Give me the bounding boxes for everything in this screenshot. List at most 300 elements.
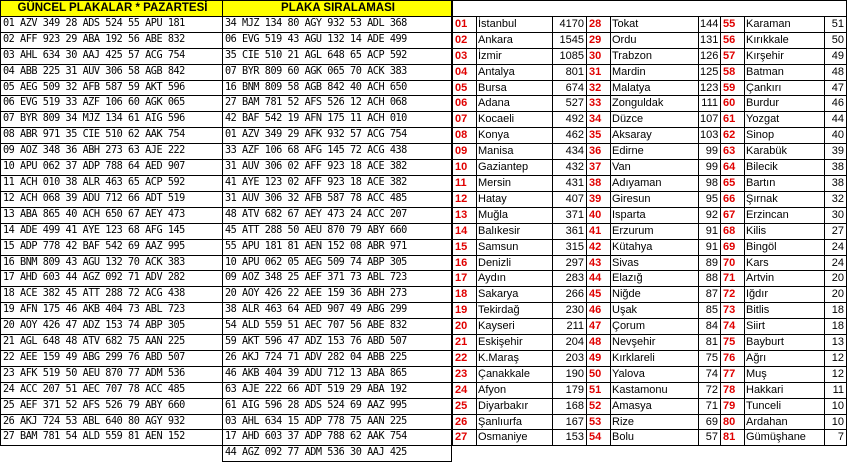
province-code[interactable]: 02: [453, 32, 477, 48]
province-count[interactable]: 361: [553, 223, 587, 239]
province-code[interactable]: 49: [587, 350, 611, 366]
province-code[interactable]: 57: [721, 48, 745, 64]
province-name[interactable]: Balıkesir: [477, 223, 553, 239]
province-code[interactable]: 54: [587, 430, 611, 446]
province-name[interactable]: Burdur: [745, 96, 825, 112]
plate-ranking-cell[interactable]: 09 AOZ 348 25 AEF 371 73 ABL 723: [223, 271, 452, 287]
province-name[interactable]: Siirt: [745, 319, 825, 335]
province-code[interactable]: 27: [453, 430, 477, 446]
province-count[interactable]: 123: [699, 80, 721, 96]
province-name[interactable]: Osmaniye: [477, 430, 553, 446]
province-code[interactable]: 28: [587, 16, 611, 32]
province-count[interactable]: 297: [553, 255, 587, 271]
province-count[interactable]: 111: [699, 96, 721, 112]
province-count[interactable]: 18: [825, 303, 847, 319]
province-name[interactable]: Muş: [745, 366, 825, 382]
province-code[interactable]: 53: [587, 414, 611, 430]
province-count[interactable]: 84: [699, 319, 721, 335]
province-name[interactable]: Ordu: [611, 32, 699, 48]
province-count[interactable]: 85: [699, 303, 721, 319]
province-name[interactable]: Gümüşhane: [745, 430, 825, 446]
province-code[interactable]: 39: [587, 191, 611, 207]
province-code[interactable]: 76: [721, 350, 745, 366]
province-code[interactable]: 75: [721, 335, 745, 351]
province-code[interactable]: 24: [453, 382, 477, 398]
province-count[interactable]: 20: [825, 271, 847, 287]
current-plates-cell[interactable]: 25 AEF 371 52 AFS 526 79 ABY 660: [1, 398, 223, 414]
province-count[interactable]: 7: [825, 430, 847, 446]
province-count[interactable]: 72: [699, 382, 721, 398]
province-count[interactable]: 38: [825, 160, 847, 176]
province-name[interactable]: Kırşehir: [745, 48, 825, 64]
province-code[interactable]: 51: [587, 382, 611, 398]
province-name[interactable]: Amasya: [611, 398, 699, 414]
province-name[interactable]: Sivas: [611, 255, 699, 271]
province-code[interactable]: 70: [721, 255, 745, 271]
province-count[interactable]: 69: [699, 414, 721, 430]
province-name[interactable]: Kırıkkale: [745, 32, 825, 48]
province-code[interactable]: 48: [587, 335, 611, 351]
province-name[interactable]: Hakkari: [745, 382, 825, 398]
province-name[interactable]: Iğdır: [745, 287, 825, 303]
province-code[interactable]: 68: [721, 223, 745, 239]
province-count[interactable]: 49: [825, 48, 847, 64]
province-name[interactable]: Samsun: [477, 239, 553, 255]
province-count[interactable]: 674: [553, 80, 587, 96]
province-code[interactable]: 14: [453, 223, 477, 239]
plate-ranking-cell[interactable]: 10 APU 062 05 AEG 509 74 ABP 305: [223, 255, 452, 271]
province-code[interactable]: 34: [587, 112, 611, 128]
plate-ranking-cell[interactable]: 01 AZV 349 29 AFK 932 57 ACG 754: [223, 128, 452, 144]
province-count[interactable]: 39: [825, 144, 847, 160]
current-plates-cell[interactable]: 20 AOY 426 47 ADZ 153 74 ABP 305: [1, 319, 223, 335]
province-name[interactable]: Muğla: [477, 207, 553, 223]
current-plates-cell[interactable]: 11 ACH 010 38 ALR 463 65 ACP 592: [1, 175, 223, 191]
province-count[interactable]: 20: [825, 287, 847, 303]
province-name[interactable]: Rize: [611, 414, 699, 430]
province-count[interactable]: 801: [553, 64, 587, 80]
province-name[interactable]: Batman: [745, 64, 825, 80]
province-name[interactable]: Mardin: [611, 64, 699, 80]
province-count[interactable]: 126: [699, 48, 721, 64]
province-code[interactable]: 08: [453, 128, 477, 144]
current-plates-cell[interactable]: 09 AOZ 348 36 ABH 273 63 AJE 222: [1, 144, 223, 160]
province-name[interactable]: Bilecik: [745, 160, 825, 176]
province-name[interactable]: Kilis: [745, 223, 825, 239]
province-name[interactable]: Aksaray: [611, 128, 699, 144]
province-count[interactable]: 168: [553, 398, 587, 414]
province-code[interactable]: 74: [721, 319, 745, 335]
province-code[interactable]: 06: [453, 96, 477, 112]
province-count[interactable]: 230: [553, 303, 587, 319]
province-count[interactable]: 24: [825, 255, 847, 271]
province-count[interactable]: 48: [825, 64, 847, 80]
province-code[interactable]: 13: [453, 207, 477, 223]
province-name[interactable]: K.Maraş: [477, 350, 553, 366]
province-count[interactable]: 18: [825, 319, 847, 335]
province-count[interactable]: 47: [825, 80, 847, 96]
current-plates-cell[interactable]: 27 BAM 781 54 ALD 559 81 AEN 152: [1, 430, 223, 446]
province-name[interactable]: Bayburt: [745, 335, 825, 351]
province-code[interactable]: 45: [587, 287, 611, 303]
province-name[interactable]: Bursa: [477, 80, 553, 96]
province-name[interactable]: Kayseri: [477, 319, 553, 335]
province-count[interactable]: 266: [553, 287, 587, 303]
province-code[interactable]: 42: [587, 239, 611, 255]
province-name[interactable]: Van: [611, 160, 699, 176]
current-plates-cell[interactable]: 13 ABA 865 40 ACH 650 67 AEY 473: [1, 207, 223, 223]
province-count[interactable]: 27: [825, 223, 847, 239]
plate-ranking-cell[interactable]: 48 ATV 682 67 AEY 473 24 ACC 207: [223, 207, 452, 223]
province-code[interactable]: 05: [453, 80, 477, 96]
plate-ranking-cell[interactable]: 06 EVG 519 43 AGU 132 14 ADE 499: [223, 32, 452, 48]
province-name[interactable]: Karabük: [745, 144, 825, 160]
province-code[interactable]: 79: [721, 398, 745, 414]
current-plates-cell[interactable]: 07 BYR 809 34 MJZ 134 61 AIG 596: [1, 112, 223, 128]
province-code[interactable]: 67: [721, 207, 745, 223]
province-ranking-row: [453, 223, 847, 239]
province-name[interactable]: Uşak: [611, 303, 699, 319]
province-name[interactable]: Konya: [477, 128, 553, 144]
province-name[interactable]: Ardahan: [745, 414, 825, 430]
current-plates-cell[interactable]: 21 AGL 648 48 ATV 682 75 AAN 225: [1, 335, 223, 351]
plate-ranking-cell[interactable]: 35 CIE 510 21 AGL 648 65 ACP 592: [223, 48, 452, 64]
province-code[interactable]: 04: [453, 64, 477, 80]
province-count[interactable]: 46: [825, 96, 847, 112]
province-code[interactable]: 69: [721, 239, 745, 255]
province-count[interactable]: 74: [699, 366, 721, 382]
province-name[interactable]: Trabzon: [611, 48, 699, 64]
plate-ranking-cell[interactable]: 20 AOY 426 22 AEE 159 36 ABH 273: [223, 287, 452, 303]
province-name[interactable]: Aydın: [477, 271, 553, 287]
province-count[interactable]: 32: [825, 191, 847, 207]
plate-ranking-cell[interactable]: 45 ATT 288 50 AEU 870 79 ABY 660: [223, 223, 452, 239]
current-plates-cell[interactable]: 03 AHL 634 30 AAJ 425 57 ACG 754: [1, 48, 223, 64]
province-name[interactable]: Çorum: [611, 319, 699, 335]
current-plates-cell[interactable]: 22 AEE 159 49 ABG 299 76 ABD 507: [1, 350, 223, 366]
province-count[interactable]: 87: [699, 287, 721, 303]
province-code[interactable]: 60: [721, 96, 745, 112]
province-count[interactable]: 527: [553, 96, 587, 112]
province-name[interactable]: Yozgat: [745, 112, 825, 128]
province-name[interactable]: Zonguldak: [611, 96, 699, 112]
province-code[interactable]: 01: [453, 16, 477, 32]
current-plates-cell[interactable]: 06 EVG 519 33 AZF 106 60 AGK 065: [1, 96, 223, 112]
province-code[interactable]: 18: [453, 287, 477, 303]
province-name[interactable]: Sakarya: [477, 287, 553, 303]
province-name[interactable]: Bolu: [611, 430, 699, 446]
province-count[interactable]: 144: [699, 16, 721, 32]
province-name[interactable]: Eskişehir: [477, 335, 553, 351]
province-name[interactable]: Bitlis: [745, 303, 825, 319]
province-code[interactable]: 52: [587, 398, 611, 414]
province-count[interactable]: 91: [699, 223, 721, 239]
plate-ranking-cell[interactable]: 26 AKJ 724 71 ADV 282 04 ABB 225: [223, 350, 452, 366]
province-code[interactable]: 73: [721, 303, 745, 319]
province-count[interactable]: 1545: [553, 32, 587, 48]
plate-ranking-cell[interactable]: 27 BAM 781 52 AFS 526 12 ACH 068: [223, 96, 452, 112]
current-plates-cell[interactable]: 14 ADE 499 41 AYE 123 68 AFG 145: [1, 223, 223, 239]
province-count[interactable]: 153: [553, 430, 587, 446]
plate-ranking-cell[interactable]: 16 BNM 809 58 AGB 842 40 ACH 650: [223, 80, 452, 96]
current-plates-cell[interactable]: 02 AFF 923 29 ABA 192 56 ABE 832: [1, 32, 223, 48]
province-code[interactable]: 61: [721, 112, 745, 128]
province-count[interactable]: 204: [553, 335, 587, 351]
plate-ranking-cell[interactable]: 17 AHD 603 37 ADP 788 62 AAK 754: [223, 430, 452, 446]
province-name[interactable]: Bartın: [745, 175, 825, 191]
province-count[interactable]: 203: [553, 350, 587, 366]
plate-ranking-cell[interactable]: 61 AIG 596 28 ADS 524 69 AAZ 995: [223, 398, 452, 414]
current-plates-cell[interactable]: 19 AFN 175 46 AKB 404 73 ABL 723: [1, 303, 223, 319]
province-code[interactable]: 63: [721, 144, 745, 160]
province-code[interactable]: 38: [587, 175, 611, 191]
province-name[interactable]: Edirne: [611, 144, 699, 160]
province-code[interactable]: 17: [453, 271, 477, 287]
province-code[interactable]: 35: [587, 128, 611, 144]
province-name[interactable]: Nevşehir: [611, 335, 699, 351]
province-name[interactable]: Elazığ: [611, 271, 699, 287]
province-name[interactable]: Manisa: [477, 144, 553, 160]
province-code[interactable]: 46: [587, 303, 611, 319]
plate-ranking-cell[interactable]: 63 AJE 222 66 ADT 519 29 ABA 192: [223, 382, 452, 398]
province-code[interactable]: 32: [587, 80, 611, 96]
plate-ranking-cell[interactable]: 46 AKB 404 39 ADU 712 13 ABA 865: [223, 366, 452, 382]
current-plates-cell[interactable]: 16 BNM 809 43 AGU 132 70 ACK 383: [1, 255, 223, 271]
province-code[interactable]: 41: [587, 223, 611, 239]
province-count[interactable]: 190: [553, 366, 587, 382]
province-count[interactable]: 99: [699, 144, 721, 160]
plate-ranking-cell[interactable]: 03 AHL 634 15 ADP 778 75 AAN 225: [223, 414, 452, 430]
province-code[interactable]: 81: [721, 430, 745, 446]
province-name[interactable]: Hatay: [477, 191, 553, 207]
province-name[interactable]: Bingöl: [745, 239, 825, 255]
province-name[interactable]: Şanlıurfa: [477, 414, 553, 430]
province-name[interactable]: Sinop: [745, 128, 825, 144]
province-count[interactable]: 51: [825, 16, 847, 32]
province-code[interactable]: 77: [721, 366, 745, 382]
province-code[interactable]: 22: [453, 350, 477, 366]
province-count[interactable]: 24: [825, 239, 847, 255]
province-count[interactable]: 30: [825, 207, 847, 223]
province-count[interactable]: 38: [825, 175, 847, 191]
current-plates-row: [1, 160, 223, 176]
province-code[interactable]: 37: [587, 160, 611, 176]
province-count[interactable]: 12: [825, 366, 847, 382]
province-count[interactable]: 492: [553, 112, 587, 128]
province-name[interactable]: Kırklareli: [611, 350, 699, 366]
province-code[interactable]: 80: [721, 414, 745, 430]
plate-ranking-cell[interactable]: 42 BAF 542 19 AFN 175 11 ACH 010: [223, 112, 452, 128]
province-code[interactable]: 50: [587, 366, 611, 382]
province-name[interactable]: Ağrı: [745, 350, 825, 366]
province-count[interactable]: 44: [825, 112, 847, 128]
current-plates-cell[interactable]: 04 ABB 225 31 AUV 306 58 AGB 842: [1, 64, 223, 80]
province-count[interactable]: 1085: [553, 48, 587, 64]
province-count[interactable]: 407: [553, 191, 587, 207]
province-count[interactable]: 13: [825, 335, 847, 351]
current-plates-cell[interactable]: 10 APU 062 37 ADP 788 64 AED 907: [1, 160, 223, 176]
province-code[interactable]: 15: [453, 239, 477, 255]
province-code[interactable]: 59: [721, 80, 745, 96]
province-name[interactable]: Çankırı: [745, 80, 825, 96]
province-name[interactable]: Mersin: [477, 175, 553, 191]
province-name[interactable]: Gaziantep: [477, 160, 553, 176]
province-code[interactable]: 07: [453, 112, 477, 128]
province-count[interactable]: 211: [553, 319, 587, 335]
province-code[interactable]: 71: [721, 271, 745, 287]
province-name[interactable]: Giresun: [611, 191, 699, 207]
province-name[interactable]: Karaman: [745, 16, 825, 32]
province-name[interactable]: Erzurum: [611, 223, 699, 239]
plate-ranking-cell[interactable]: 31 AUV 306 02 AFF 923 18 ACE 382: [223, 160, 452, 176]
province-code[interactable]: 66: [721, 191, 745, 207]
plate-ranking-cell[interactable]: 59 AKT 596 47 ADZ 153 76 ABD 507: [223, 335, 452, 351]
province-code[interactable]: 44: [587, 271, 611, 287]
current-plates-cell[interactable]: 26 AKJ 724 53 ABL 640 80 AGY 932: [1, 414, 223, 430]
province-code[interactable]: 72: [721, 287, 745, 303]
province-count[interactable]: 50: [825, 32, 847, 48]
province-code[interactable]: 65: [721, 175, 745, 191]
province-code[interactable]: 20: [453, 319, 477, 335]
plate-ranking-cell[interactable]: 38 ALR 463 64 AED 907 49 ABG 299: [223, 303, 452, 319]
province-code[interactable]: 12: [453, 191, 477, 207]
province-name[interactable]: Denizli: [477, 255, 553, 271]
province-count[interactable]: 99: [699, 160, 721, 176]
plate-ranking-cell[interactable]: 55 APU 181 81 AEN 152 08 ABR 971: [223, 239, 452, 255]
province-code[interactable]: 11: [453, 175, 477, 191]
province-code[interactable]: 33: [587, 96, 611, 112]
province-count[interactable]: 434: [553, 144, 587, 160]
current-plates-cell[interactable]: 01 AZV 349 28 ADS 524 55 APU 181: [1, 16, 223, 32]
province-count[interactable]: 98: [699, 175, 721, 191]
current-plates-cell[interactable]: 17 AHD 603 44 AGZ 092 71 ADV 282: [1, 271, 223, 287]
current-plates-cell[interactable]: 08 ABR 971 35 CIE 510 62 AAK 754: [1, 128, 223, 144]
province-code[interactable]: 16: [453, 255, 477, 271]
province-name[interactable]: Isparta: [611, 207, 699, 223]
province-count[interactable]: 91: [699, 239, 721, 255]
province-code[interactable]: 62: [721, 128, 745, 144]
current-plates-cell[interactable]: 12 ACH 068 39 ADU 712 66 ADT 519: [1, 191, 223, 207]
province-name[interactable]: Niğde: [611, 287, 699, 303]
province-count[interactable]: 432: [553, 160, 587, 176]
province-count[interactable]: 431: [553, 175, 587, 191]
province-name[interactable]: Adana: [477, 96, 553, 112]
current-plates-cell[interactable]: 05 AEG 509 32 AFB 587 59 AKT 596: [1, 80, 223, 96]
province-code[interactable]: 09: [453, 144, 477, 160]
province-code[interactable]: 25: [453, 398, 477, 414]
province-name[interactable]: Antalya: [477, 64, 553, 80]
province-code[interactable]: 29: [587, 32, 611, 48]
province-name[interactable]: Kastamonu: [611, 382, 699, 398]
province-name[interactable]: Çanakkale: [477, 366, 553, 382]
province-name[interactable]: Düzce: [611, 112, 699, 128]
province-name[interactable]: Tokat: [611, 16, 699, 32]
province-count[interactable]: 131: [699, 32, 721, 48]
province-count[interactable]: 462: [553, 128, 587, 144]
province-name[interactable]: İstanbul: [477, 16, 553, 32]
province-count[interactable]: 11: [825, 382, 847, 398]
province-count[interactable]: 75: [699, 350, 721, 366]
province-name[interactable]: Tunceli: [745, 398, 825, 414]
province-code[interactable]: 31: [587, 64, 611, 80]
province-name[interactable]: Tekirdağ: [477, 303, 553, 319]
province-code[interactable]: 19: [453, 303, 477, 319]
province-code[interactable]: 58: [721, 64, 745, 80]
province-name[interactable]: Erzincan: [745, 207, 825, 223]
province-code[interactable]: 36: [587, 144, 611, 160]
province-count[interactable]: 107: [699, 112, 721, 128]
province-code[interactable]: 40: [587, 207, 611, 223]
province-count[interactable]: 71: [699, 398, 721, 414]
province-code[interactable]: 26: [453, 414, 477, 430]
province-count[interactable]: 88: [699, 271, 721, 287]
plate-ranking-cell[interactable]: 41 AYE 123 02 AFF 923 18 ACE 382: [223, 175, 452, 191]
plate-ranking-cell[interactable]: 33 AZF 106 68 AFG 145 72 ACG 438: [223, 144, 452, 160]
province-count[interactable]: 179: [553, 382, 587, 398]
current-plates-cell[interactable]: 23 AFK 519 50 AEU 870 77 ADM 536: [1, 366, 223, 382]
province-name[interactable]: Afyon: [477, 382, 553, 398]
province-count[interactable]: 10: [825, 414, 847, 430]
province-name[interactable]: Kocaeli: [477, 112, 553, 128]
province-count[interactable]: 4170: [553, 16, 587, 32]
province-count[interactable]: 10: [825, 398, 847, 414]
province-code[interactable]: 21: [453, 335, 477, 351]
province-count[interactable]: 12: [825, 350, 847, 366]
province-name[interactable]: İzmir: [477, 48, 553, 64]
current-plates-cell[interactable]: 15 ADP 778 42 BAF 542 69 AAZ 995: [1, 239, 223, 255]
province-count[interactable]: 371: [553, 207, 587, 223]
plate-ranking-cell[interactable]: 34 MJZ 134 80 AGY 932 53 ADL 368: [223, 16, 452, 32]
province-name[interactable]: Kars: [745, 255, 825, 271]
province-count[interactable]: 89: [699, 255, 721, 271]
current-plates-cell[interactable]: 24 ACC 207 51 AEC 707 78 ACC 485: [1, 382, 223, 398]
province-count[interactable]: 125: [699, 64, 721, 80]
province-name[interactable]: Şırnak: [745, 191, 825, 207]
province-code[interactable]: 30: [587, 48, 611, 64]
province-name[interactable]: Yalova: [611, 366, 699, 382]
province-code[interactable]: 43: [587, 255, 611, 271]
province-code[interactable]: 64: [721, 160, 745, 176]
province-count[interactable]: 95: [699, 191, 721, 207]
province-count[interactable]: 40: [825, 128, 847, 144]
province-count[interactable]: 167: [553, 414, 587, 430]
province-name[interactable]: Diyarbakır: [477, 398, 553, 414]
current-plates-cell[interactable]: 18 ACE 382 45 ATT 288 72 ACG 438: [1, 287, 223, 303]
province-name[interactable]: Adıyaman: [611, 175, 699, 191]
province-count[interactable]: 103: [699, 128, 721, 144]
plate-ranking-cell[interactable]: 54 ALD 559 51 AEC 707 56 ABE 832: [223, 319, 452, 335]
province-code[interactable]: 47: [587, 319, 611, 335]
province-code[interactable]: 03: [453, 48, 477, 64]
province-count[interactable]: 92: [699, 207, 721, 223]
province-count[interactable]: 57: [699, 430, 721, 446]
province-code[interactable]: 56: [721, 32, 745, 48]
plate-ranking-cell[interactable]: 44 AGZ 092 77 ADM 536 30 AAJ 425: [223, 446, 452, 462]
province-name[interactable]: Malatya: [611, 80, 699, 96]
plate-ranking-cell[interactable]: 31 AUV 306 32 AFB 587 78 ACC 485: [223, 191, 452, 207]
province-code[interactable]: 23: [453, 366, 477, 382]
province-name[interactable]: Kütahya: [611, 239, 699, 255]
plate-ranking-cell[interactable]: 07 BYR 809 60 AGK 065 70 ACK 383: [223, 64, 452, 80]
province-count[interactable]: 81: [699, 335, 721, 351]
province-code[interactable]: 10: [453, 160, 477, 176]
province-name[interactable]: Ankara: [477, 32, 553, 48]
province-count[interactable]: 283: [553, 271, 587, 287]
province-count[interactable]: 315: [553, 239, 587, 255]
province-name[interactable]: Artvin: [745, 271, 825, 287]
province-code[interactable]: 78: [721, 382, 745, 398]
province-code[interactable]: 55: [721, 16, 745, 32]
